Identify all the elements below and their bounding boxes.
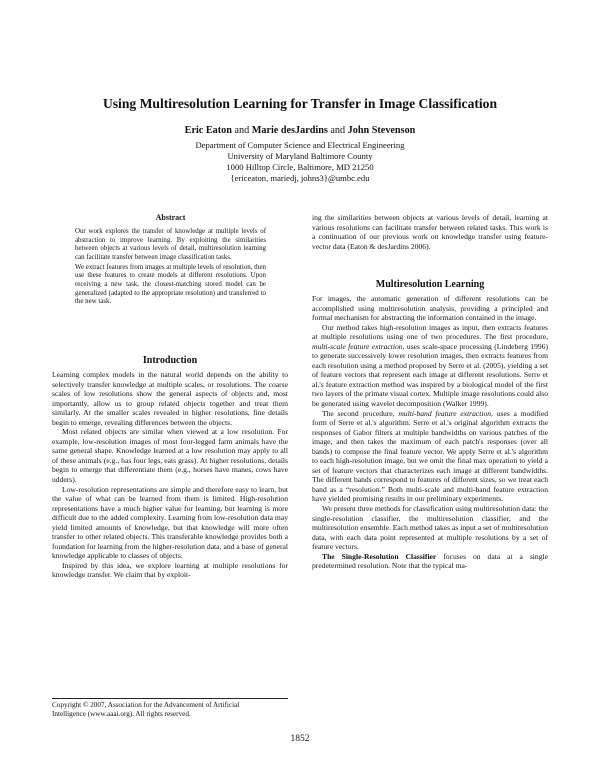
right-column-body <box>312 213 548 251</box>
emphasis: multi-scale feature extraction <box>312 341 403 351</box>
abstract-paragraph: Our work explores the transfer of knowledge at multiple levels of abstraction to improve learning. By exploiting the similarities between objects at various levels of detail, multiresolution learning can facilitate transfer between image classification tasks. <box>75 228 266 261</box>
author-name: Eric Eaton <box>184 125 232 136</box>
abstract-paragraph: We extract features from images at multiple levels of resolution, then use these features to create models at different resolutions. Upon receiving a new task, the closest-matching stored model can be generalized (adapted to the appropriate resolution) and transferred to the new task. <box>75 263 266 306</box>
author-separator: and <box>330 125 346 136</box>
text-run: The second procedure, <box>322 408 399 418</box>
body-paragraph <box>312 552 548 571</box>
copyright-notice <box>52 701 292 719</box>
author-separator: and <box>234 125 250 136</box>
page-number: 1852 <box>290 734 310 744</box>
run-in-heading: The Single-Resolution Classifier <box>322 551 437 561</box>
text-run: focuses on data at a single predetermined resolution. Note that the typical ma- <box>312 551 548 571</box>
author-line <box>0 125 600 136</box>
introduction-body <box>52 370 288 580</box>
body-paragraph: We present three methods for classification using multiresolution data: the single-resolution classifier, the multiresolution classifier, and the multiresolution ensemble. Each method takes as input a set of multiresolution data, with each data point represented at multiple resolutions by a set of feature vectors. <box>312 504 548 552</box>
body-paragraph <box>312 409 548 504</box>
affiliation-department: Department of Computer Science and Electrical Engineering <box>195 140 405 150</box>
text-run: , uses scale-space processing (Lindeberg 1996) to generate successively lower resolution images, then extracts features from each resolution using a method proposed by Serre et al. (2005), yielding a set of feature vectors that represent each image at different resolutions. Serre et al.'s feature extraction method was inspired by a biological model of the first two layers of the primate visual cortex. Multiple image resolutions could also be generated using wavelet decomposition (Walker 1999). <box>312 341 548 409</box>
author-name: John Stevenson <box>347 125 416 136</box>
paper-title: Using Multiresolution Learning for Transfer in Image Classification <box>102 96 498 111</box>
affiliation-address: 1000 Hilltop Circle, Baltimore, MD 21250 <box>226 162 374 172</box>
multiresolution-heading: Multiresolution Learning <box>375 279 485 290</box>
emphasis: multi-band feature extraction <box>398 408 492 418</box>
affiliation-university: University of Maryland Baltimore County <box>227 151 373 161</box>
body-paragraph: Most related objects are similar when viewed at a low resolution. For example, low-resolution images of most four-legged farm animals have the same general shape. Knowledge learned at a low resolution may apply to all of these animals (e.g., has four legs, eats grass). At higher resolutions, details begin to emerge that differentiate them (e.g., horses have manes, cows have udders). <box>52 427 288 485</box>
copyright-line: Intelligence (www.aaai.org). All rights reserved. <box>52 710 191 718</box>
footnote-rule <box>52 698 288 699</box>
copyright-line: Copyright © 2007, Association for the Advancement of Artificial <box>52 701 240 709</box>
introduction-heading: Introduction <box>142 355 198 366</box>
abstract-body <box>75 228 266 308</box>
body-paragraph: ing the similarities between objects at various levels of detail, learning at various resolutions can facilitate transfer between related tasks. This work is a continuation of our previous work on knowledge transfer using feature-vector data (Eaton & desJardins 2006). <box>312 213 548 251</box>
body-paragraph: Learning complex models in the natural world depends on the ability to selectively transfer knowledge at multiple scales, or resolutions. The coarse scales of low resolutions show the general aspects of objects and, most importantly, allow us to group related objects together and treat them similarly. At the smaller scales revealed in higher resolutions, fine details begin to emerge, revealing differences between the objects. <box>52 370 288 427</box>
affiliation-emails: {ericeaton, mariedj, johns3}@umbc.edu <box>230 173 370 183</box>
body-paragraph: Low-resolution representations are simple and therefore easy to learn, but the value of what can be learned from them is limited. High-resolution representations have a much higher value for learning, but learning is more difficult due to the added complexity. Learning from low-resolution data may yield limited amounts of knowledge, but that knowledge will more often transfer to other related objects. This transferable knowledge provides both a foundation for learning from the higher-resolution data, and a base of general knowledge applicable to classes of objects. <box>52 484 288 561</box>
body-paragraph: Inspired by this idea, we explore learning at multiple resolutions for knowledge transfer. We claim that by exploit- <box>52 560 288 580</box>
abstract-heading: Abstract <box>155 213 186 222</box>
text-run: Our method takes high-resolution images as input, then extracts features at multiple resolutions using one of two procedures. The first procedure, <box>312 322 548 342</box>
body-paragraph: For images, the automatic generation of different resolutions can be accomplished using multiresolution analysis, providing a principled and formal mechanism for abstracting the information contained in the image. <box>312 294 548 323</box>
multiresolution-body <box>312 294 548 571</box>
author-name: Marie desJardins <box>251 125 328 136</box>
text-run: , uses a modified form of Serre et al.'s algorithm. Serre et al.'s original algorithm extracts the responses of Gabor filters at multiple bandwidths on various patches of the image, and then takes the maximum of each patch's responses (over all bands) to compose the final feature vector. We apply Serre et al.'s algorithm to each high-resolution image, but we omit the final max operation to yield a set of feature vectors that characterizes each image at different bandwidths. The different bands correspond to features of different sizes, so we treat each band as a “resolution.” Both multi-scale and multi-band feature extraction have yielded promising results in our preliminary experiments. <box>312 408 549 504</box>
body-paragraph <box>312 323 548 409</box>
